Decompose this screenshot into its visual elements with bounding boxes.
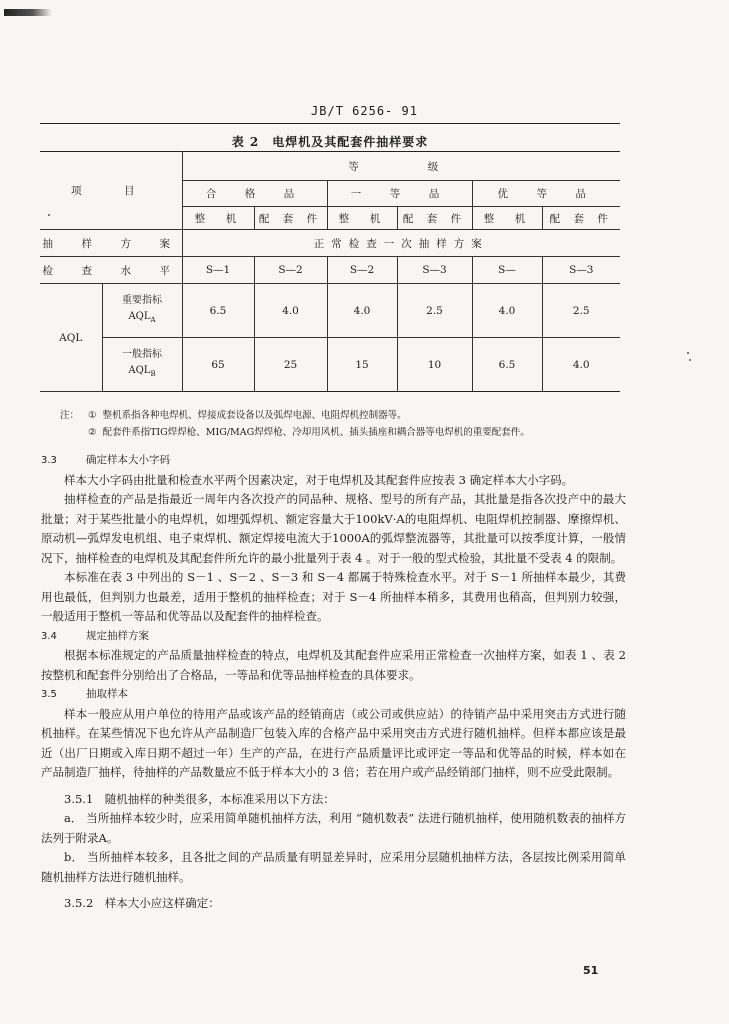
paragraph: 抽样检查的产品是指最近一周年内各次投产的同品种、规格、型号的所有产品，其批量是指各次投产中的最大批量；对于某些批量小的电焊机，如埋弧焊机、额定容量大于100kV·A的电阻焊机、电阻焊机控制器、摩擦焊机、原动机—弧焊发电机组、电子束焊机、额定焊接电流大于1000A的弧焊整流器等，其批量可以按季度计算，一般情况下，抽样检查的电焊机及其配套件所允许的最小批量列于表 4 。对于一般的型式检验，其批量不受表 4 的限制。 (41, 492, 626, 565)
grade-first-class: 一 等 品 (327, 181, 472, 207)
scan-speck (689, 359, 691, 361)
paragraph: 样本一般应从用户单位的待用产品或该产品的经销商店（或公司或供应站）的待销产品中采用突击方式进行随机抽样。在某些情况下也允许从产品制造厂包装入库的合格产品中采用突击方式进行随机抽样。但样本都应该是最近（出厂日期或入库日期不超过一年）生产的产品，在进行产品质量评比或评定一等品和优等品的时候，样本如在产品制造厂抽样，待抽样的产品数量应不低于样本大小的 3 倍；若在用户或产品经销部门抽样，则不应受此限制。 (41, 706, 626, 779)
body-text (41, 451, 626, 914)
aql-a-cell: 4.0 (254, 284, 327, 338)
aql-label: AQL (40, 284, 102, 392)
list-item-b: b． 当所抽样本较多，且各批之间的产品质量有明显差异时，应采用分层随机抽样方法，各层按比例采用简单随机抽样方法进行随机抽样。 (41, 850, 626, 884)
section-heading-3-3: 3.3 确定样本大小字码 (41, 454, 170, 466)
aql-a-cell: 2.5 (397, 284, 472, 338)
sub-col-accessory: 配 套 件 (397, 207, 472, 230)
row-plan-value: 正常检查一次抽样方案 (182, 230, 620, 257)
row-level-label: 检 查 水 平 (40, 257, 182, 284)
scan-speck (48, 214, 50, 216)
level-cell: S—1 (182, 257, 254, 284)
level-cell: S—2 (254, 257, 327, 284)
paragraph: 样本大小字码由批量和检查水平两个因素决定，对于电焊机及其配套件应按表 3 确定样本大小字码。 (64, 472, 574, 487)
table-caption: 表 2 电焊机及其配套件抽样要求 (231, 135, 429, 149)
aql-b-cell: 25 (254, 338, 327, 392)
aql-b-cell: 4.0 (542, 338, 620, 392)
col-item-header: 项 目 (40, 152, 182, 230)
list-item-a: a． 当所抽样本较少时，应采用简单随机抽样方法，利用 “随机数表” 法进行随机抽样，使用随机数表的抽样方法列于附录A。 (41, 811, 626, 845)
aql-a-cell: 4.0 (472, 284, 542, 338)
section-heading-3-5: 3.5 抽取样本 (41, 688, 128, 700)
paragraph: 本标准在表 3 中列出的 S－1 、S－2 、S－3 和 S－4 都属于特殊检查水平。对于 S－1 所抽样本最少，其费用也最低，但判别力也最差，适用于整机的抽样检查；对于 S－4 所抽样本稍多，其费用也稍高，但判别力较强，一般适用于整机一等品和优等品以及配套件的抽样检查。 (41, 570, 626, 623)
note-1: 注： ① 整机系指各种电焊机、焊接成套设备以及弧焊电源、电阻焊机控制器等。 (60, 410, 407, 421)
aql-a-cell: 4.0 (327, 284, 397, 338)
sub-col-machine: 整 机 (472, 207, 542, 230)
aql-a-cell: 6.5 (182, 284, 254, 338)
subsection-3-5-2: 3.5.2 样本大小应这样确定： (64, 896, 220, 910)
aql-a-cell: 2.5 (542, 284, 620, 338)
aql-b-cell: 10 (397, 338, 472, 392)
grade-superior: 优 等 品 (472, 181, 620, 207)
sub-col-accessory: 配 套 件 (254, 207, 327, 230)
aql-b-cell: 6.5 (472, 338, 542, 392)
grade-qualified: 合 格 品 (182, 181, 327, 207)
col-grade-header: 等 级 (182, 152, 620, 181)
section-heading-3-4: 3.4 规定抽样方案 (41, 629, 149, 642)
subsection-3-5-1: 3.5.1 随机抽样的种类很多，本标准采用以下方法： (64, 791, 335, 806)
note-2: ② 配套件系指TIG焊焊枪、MIG/MAG焊焊枪、冷却用风机、插头插座和耦合器等电焊机的重要配套件。 (88, 427, 530, 438)
paragraph: 根据本标准规定的产品质量抽样检查的特点，电焊机及其配套件应采用正常检查一次抽样方案，如表 1 、表 2 按整机和配套件分别给出了合格品，一等品和优等品抽样检查的具体要求。 (41, 648, 626, 682)
standard-code: JB/T 6256- 91 (311, 104, 418, 118)
aql-a-label: 重要指标 $AQL_A$ (102, 284, 182, 338)
level-cell: S— (472, 257, 542, 284)
level-cell: S—3 (397, 257, 472, 284)
sub-col-machine: 整 机 (327, 207, 397, 230)
header-rule (40, 123, 620, 124)
table-notes (60, 407, 660, 441)
aql-b-cell: 15 (327, 338, 397, 392)
scan-speck (687, 352, 689, 354)
aql-b-cell: 65 (182, 338, 254, 392)
level-cell: S—3 (542, 257, 620, 284)
page-number: 51 (583, 964, 599, 977)
sub-col-machine: 整 机 (182, 207, 254, 230)
aql-b-label: 一般指标 $AQL_B$ (102, 338, 182, 392)
level-cell: S—2 (327, 257, 397, 284)
sampling-requirements-table (40, 151, 620, 392)
sub-col-accessory: 配 套 件 (542, 207, 620, 230)
row-plan-label: 抽 样 方 案 (40, 230, 182, 257)
scan-mark (4, 9, 52, 16)
